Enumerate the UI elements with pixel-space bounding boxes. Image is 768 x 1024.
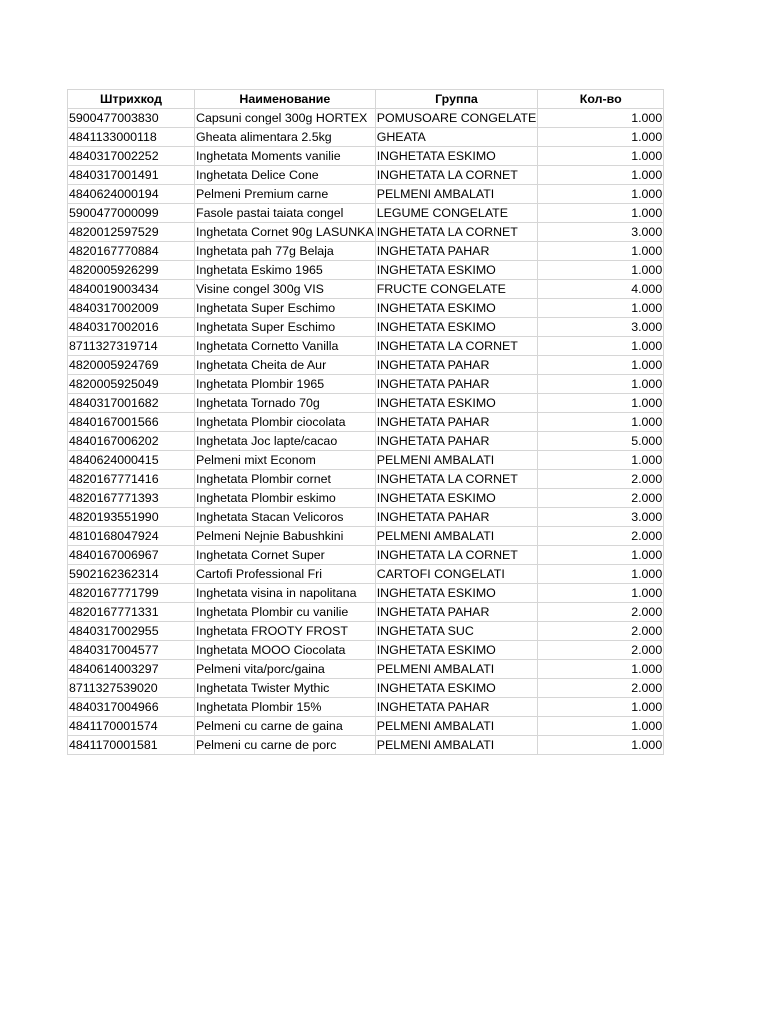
table-row bbox=[68, 660, 664, 679]
cell-barcode: 4840317001682 bbox=[68, 394, 195, 413]
cell-group: INGHETATA LA CORNET bbox=[375, 223, 538, 242]
cell-name: Inghetata Plombir ciocolata bbox=[195, 413, 376, 432]
table-row bbox=[68, 394, 664, 413]
cell-quantity: 1.000 bbox=[538, 185, 664, 204]
cell-barcode: 4820193551990 bbox=[68, 508, 195, 527]
cell-group: INGHETATA PAHAR bbox=[375, 432, 538, 451]
table-row bbox=[68, 375, 664, 394]
table-row bbox=[68, 185, 664, 204]
table-row bbox=[68, 736, 664, 755]
cell-barcode: 4820167771416 bbox=[68, 470, 195, 489]
cell-barcode: 4841133000118 bbox=[68, 128, 195, 147]
header-name: Наименование bbox=[195, 90, 376, 109]
header-group: Группа bbox=[375, 90, 538, 109]
cell-group: INGHETATA LA CORNET bbox=[375, 470, 538, 489]
cell-barcode: 4840317002252 bbox=[68, 147, 195, 166]
cell-quantity: 4.000 bbox=[538, 280, 664, 299]
cell-name: Inghetata Eskimo 1965 bbox=[195, 261, 376, 280]
cell-quantity: 1.000 bbox=[538, 261, 664, 280]
table-row bbox=[68, 679, 664, 698]
cell-quantity: 3.000 bbox=[538, 318, 664, 337]
cell-barcode: 4840317004577 bbox=[68, 641, 195, 660]
cell-barcode: 4841170001581 bbox=[68, 736, 195, 755]
cell-name: Cartofi Professional Fri bbox=[195, 565, 376, 584]
table-row bbox=[68, 242, 664, 261]
cell-quantity: 2.000 bbox=[538, 622, 664, 641]
cell-group: PELMENI AMBALATI bbox=[375, 185, 538, 204]
table-row bbox=[68, 717, 664, 736]
cell-quantity: 2.000 bbox=[538, 489, 664, 508]
cell-quantity: 1.000 bbox=[538, 147, 664, 166]
cell-quantity: 1.000 bbox=[538, 546, 664, 565]
cell-name: Inghetata Cornet Super bbox=[195, 546, 376, 565]
cell-name: Inghetata FROOTY FROST bbox=[195, 622, 376, 641]
cell-group: INGHETATA ESKIMO bbox=[375, 679, 538, 698]
cell-name: Inghetata Plombir eskimo bbox=[195, 489, 376, 508]
table-row bbox=[68, 318, 664, 337]
cell-group: GHEATA bbox=[375, 128, 538, 147]
cell-name: Inghetata MOOO Ciocolata bbox=[195, 641, 376, 660]
cell-barcode: 8711327539020 bbox=[68, 679, 195, 698]
cell-quantity: 2.000 bbox=[538, 603, 664, 622]
cell-quantity: 1.000 bbox=[538, 736, 664, 755]
cell-name: Pelmeni cu carne de gaina bbox=[195, 717, 376, 736]
table-row bbox=[68, 109, 664, 128]
cell-name: Inghetata Plombir cornet bbox=[195, 470, 376, 489]
cell-quantity: 1.000 bbox=[538, 584, 664, 603]
cell-name: Inghetata Super Eschimo bbox=[195, 318, 376, 337]
cell-name: Inghetata Stacan Velicoros bbox=[195, 508, 376, 527]
cell-name: Inghetata Cornetto Vanilla bbox=[195, 337, 376, 356]
table-row bbox=[68, 299, 664, 318]
cell-group: PELMENI AMBALATI bbox=[375, 451, 538, 470]
cell-group: INGHETATA PAHAR bbox=[375, 603, 538, 622]
cell-quantity: 1.000 bbox=[538, 299, 664, 318]
cell-group: INGHETATA LA CORNET bbox=[375, 166, 538, 185]
cell-name: Visine congel 300g VIS bbox=[195, 280, 376, 299]
cell-barcode: 4840317001491 bbox=[68, 166, 195, 185]
cell-name: Gheata alimentara 2.5kg bbox=[195, 128, 376, 147]
cell-group: INGHETATA PAHAR bbox=[375, 508, 538, 527]
cell-quantity: 1.000 bbox=[538, 337, 664, 356]
cell-barcode: 4840624000194 bbox=[68, 185, 195, 204]
cell-barcode: 4820167770884 bbox=[68, 242, 195, 261]
cell-group: PELMENI AMBALATI bbox=[375, 736, 538, 755]
cell-barcode: 4841170001574 bbox=[68, 717, 195, 736]
cell-quantity: 1.000 bbox=[538, 356, 664, 375]
cell-barcode: 4820167771799 bbox=[68, 584, 195, 603]
cell-name: Inghetata Cheita de Aur bbox=[195, 356, 376, 375]
table-row bbox=[68, 451, 664, 470]
table-row bbox=[68, 280, 664, 299]
cell-group: CARTOFI CONGELATI bbox=[375, 565, 538, 584]
cell-group: INGHETATA PAHAR bbox=[375, 698, 538, 717]
cell-barcode: 4840317002016 bbox=[68, 318, 195, 337]
cell-name: Pelmeni vita/porc/gaina bbox=[195, 660, 376, 679]
cell-barcode: 4840167001566 bbox=[68, 413, 195, 432]
cell-quantity: 1.000 bbox=[538, 128, 664, 147]
table-row bbox=[68, 223, 664, 242]
cell-quantity: 5.000 bbox=[538, 432, 664, 451]
table-row bbox=[68, 432, 664, 451]
table-row bbox=[68, 546, 664, 565]
table-row bbox=[68, 337, 664, 356]
cell-quantity: 2.000 bbox=[538, 641, 664, 660]
cell-quantity: 1.000 bbox=[538, 698, 664, 717]
cell-barcode: 4820005925049 bbox=[68, 375, 195, 394]
cell-quantity: 1.000 bbox=[538, 242, 664, 261]
cell-quantity: 1.000 bbox=[538, 717, 664, 736]
cell-barcode: 4840167006967 bbox=[68, 546, 195, 565]
cell-quantity: 2.000 bbox=[538, 470, 664, 489]
cell-name: Inghetata Plombir 15% bbox=[195, 698, 376, 717]
cell-barcode: 4840317002955 bbox=[68, 622, 195, 641]
cell-group: INGHETATA PAHAR bbox=[375, 413, 538, 432]
table-row bbox=[68, 261, 664, 280]
cell-barcode: 5902162362314 bbox=[68, 565, 195, 584]
cell-name: Pelmeni mixt Econom bbox=[195, 451, 376, 470]
table-body bbox=[68, 109, 664, 755]
cell-quantity: 3.000 bbox=[538, 508, 664, 527]
cell-quantity: 3.000 bbox=[538, 223, 664, 242]
table-row bbox=[68, 147, 664, 166]
table-row bbox=[68, 489, 664, 508]
cell-quantity: 1.000 bbox=[538, 166, 664, 185]
cell-group: INGHETATA ESKIMO bbox=[375, 584, 538, 603]
cell-group: INGHETATA LA CORNET bbox=[375, 546, 538, 565]
cell-group: INGHETATA ESKIMO bbox=[375, 641, 538, 660]
cell-group: POMUSOARE CONGELATE bbox=[375, 109, 538, 128]
cell-group: INGHETATA ESKIMO bbox=[375, 489, 538, 508]
cell-group: INGHETATA ESKIMO bbox=[375, 318, 538, 337]
cell-name: Inghetata Delice Cone bbox=[195, 166, 376, 185]
cell-group: INGHETATA ESKIMO bbox=[375, 299, 538, 318]
table-row bbox=[68, 128, 664, 147]
cell-group: FRUCTE CONGELATE bbox=[375, 280, 538, 299]
cell-name: Inghetata Plombir cu vanilie bbox=[195, 603, 376, 622]
table-row bbox=[68, 470, 664, 489]
table-row bbox=[68, 622, 664, 641]
cell-name: Fasole pastai taiata congel bbox=[195, 204, 376, 223]
cell-name: Pelmeni Nejnie Babushkini bbox=[195, 527, 376, 546]
cell-name: Inghetata Cornet 90g LASUNKA bbox=[195, 223, 376, 242]
table-row bbox=[68, 508, 664, 527]
cell-barcode: 4840317002009 bbox=[68, 299, 195, 318]
cell-name: Pelmeni Premium carne bbox=[195, 185, 376, 204]
cell-group: LEGUME CONGELATE bbox=[375, 204, 538, 223]
header-row bbox=[68, 90, 664, 109]
cell-quantity: 2.000 bbox=[538, 679, 664, 698]
cell-quantity: 1.000 bbox=[538, 204, 664, 223]
cell-name: Inghetata visina in napolitana bbox=[195, 584, 376, 603]
cell-barcode: 4810168047924 bbox=[68, 527, 195, 546]
cell-barcode: 4820005926299 bbox=[68, 261, 195, 280]
header-quantity: Кол-во bbox=[538, 90, 664, 109]
header-barcode: Штрихкод bbox=[68, 90, 195, 109]
cell-group: INGHETATA LA CORNET bbox=[375, 337, 538, 356]
cell-barcode: 4820012597529 bbox=[68, 223, 195, 242]
cell-group: INGHETATA PAHAR bbox=[375, 242, 538, 261]
cell-barcode: 4820167771331 bbox=[68, 603, 195, 622]
cell-barcode: 4840019003434 bbox=[68, 280, 195, 299]
table-row bbox=[68, 413, 664, 432]
cell-quantity: 1.000 bbox=[538, 413, 664, 432]
table-row bbox=[68, 698, 664, 717]
cell-name: Pelmeni cu carne de porc bbox=[195, 736, 376, 755]
cell-group: INGHETATA PAHAR bbox=[375, 375, 538, 394]
cell-group: INGHETATA PAHAR bbox=[375, 356, 538, 375]
cell-quantity: 1.000 bbox=[538, 451, 664, 470]
table-row bbox=[68, 565, 664, 584]
table-row bbox=[68, 584, 664, 603]
cell-quantity: 2.000 bbox=[538, 527, 664, 546]
cell-barcode: 5900477003830 bbox=[68, 109, 195, 128]
cell-name: Inghetata pah 77g Belaja bbox=[195, 242, 376, 261]
table-row bbox=[68, 356, 664, 375]
cell-name: Inghetata Super Eschimo bbox=[195, 299, 376, 318]
cell-barcode: 4840614003297 bbox=[68, 660, 195, 679]
table-row bbox=[68, 641, 664, 660]
cell-group: PELMENI AMBALATI bbox=[375, 660, 538, 679]
cell-quantity: 1.000 bbox=[538, 565, 664, 584]
cell-group: INGHETATA SUC bbox=[375, 622, 538, 641]
table-row bbox=[68, 527, 664, 546]
cell-barcode: 4840624000415 bbox=[68, 451, 195, 470]
cell-group: INGHETATA ESKIMO bbox=[375, 261, 538, 280]
cell-quantity: 1.000 bbox=[538, 394, 664, 413]
cell-barcode: 4820167771393 bbox=[68, 489, 195, 508]
cell-barcode: 8711327319714 bbox=[68, 337, 195, 356]
table-row bbox=[68, 603, 664, 622]
cell-group: INGHETATA ESKIMO bbox=[375, 147, 538, 166]
cell-name: Inghetata Joc lapte/cacao bbox=[195, 432, 376, 451]
table-row bbox=[68, 166, 664, 185]
cell-name: Inghetata Tornado 70g bbox=[195, 394, 376, 413]
cell-name: Inghetata Plombir 1965 bbox=[195, 375, 376, 394]
table-row bbox=[68, 204, 664, 223]
inventory-table bbox=[67, 89, 664, 755]
cell-barcode: 4840317004966 bbox=[68, 698, 195, 717]
cell-quantity: 1.000 bbox=[538, 375, 664, 394]
cell-group: INGHETATA ESKIMO bbox=[375, 394, 538, 413]
cell-barcode: 4820005924769 bbox=[68, 356, 195, 375]
cell-name: Inghetata Twister Mythic bbox=[195, 679, 376, 698]
cell-quantity: 1.000 bbox=[538, 660, 664, 679]
cell-barcode: 5900477000099 bbox=[68, 204, 195, 223]
cell-group: PELMENI AMBALATI bbox=[375, 527, 538, 546]
cell-name: Inghetata Moments vanilie bbox=[195, 147, 376, 166]
cell-name: Capsuni congel 300g HORTEX bbox=[195, 109, 376, 128]
cell-barcode: 4840167006202 bbox=[68, 432, 195, 451]
cell-group: PELMENI AMBALATI bbox=[375, 717, 538, 736]
cell-quantity: 1.000 bbox=[538, 109, 664, 128]
